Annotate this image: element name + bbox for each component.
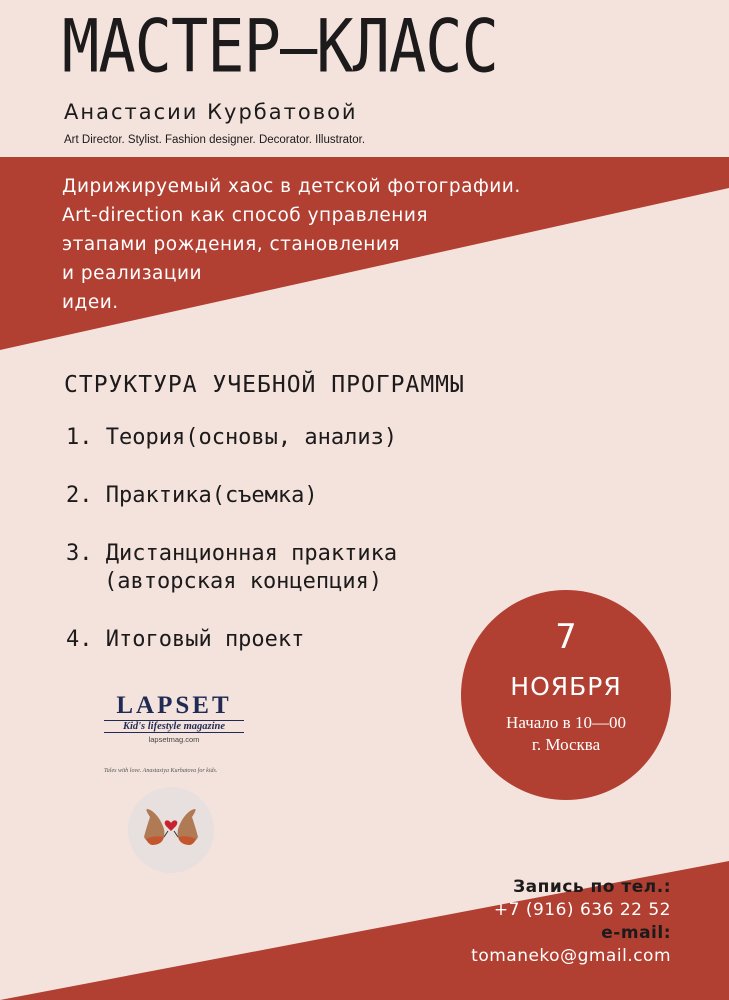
author-name: Анастасии Курбатовой — [64, 100, 358, 124]
phone-number[interactable]: +7 (916) 636 22 52 — [493, 900, 671, 920]
two-birds-heart-icon — [128, 787, 214, 873]
event-date-badge — [461, 590, 671, 800]
sponsor-tagline: Kid's lifestyle magazine — [104, 720, 244, 733]
theme-line: Art-direction как способ управления — [62, 205, 429, 226]
theme-text — [62, 172, 521, 317]
program-item — [66, 482, 397, 510]
theme-line: идеи. — [62, 292, 119, 313]
contact-block — [471, 876, 671, 968]
event-day: 7 — [555, 617, 577, 657]
program-item-text: 1. Теория(основы, анализ) — [66, 425, 398, 450]
program-item — [66, 424, 397, 452]
theme-line: Дирижируемый хаос в детской фотографии. — [62, 176, 521, 197]
theme-line: и реализации — [62, 263, 203, 284]
signature-text: Tales with love. Anastasiya Kurbatova for kids. — [104, 768, 218, 774]
program-title: СТРУКТУРА УЧЕБНОЙ ПРОГРАММЫ — [64, 372, 465, 398]
program-item-text: 3. Дистанционная практика — [66, 541, 398, 566]
program-list — [66, 424, 397, 684]
program-item — [66, 626, 397, 654]
program-item — [66, 540, 397, 596]
sponsor-site: lapsetmag.com — [148, 735, 200, 744]
program-item-text: 2. Практика(съемка) — [66, 483, 318, 508]
sponsor-logo — [104, 693, 244, 744]
phone-label: Запись по тел.: — [513, 877, 671, 897]
event-city: г. Москва — [531, 735, 601, 754]
program-item-text: 4. Итоговый проект — [66, 627, 305, 652]
event-start-time: Начало в 10—00 — [506, 713, 626, 732]
program-item-subtext: (авторская концепция) — [104, 569, 383, 594]
email-address[interactable]: tomaneko@gmail.com — [471, 946, 671, 966]
email-label: e-mail: — [601, 923, 671, 943]
author-roles: Art Director. Stylist. Fashion designer. Decorator. Illustrator. — [64, 134, 366, 146]
sponsor-brand: LAPSET — [116, 692, 232, 719]
page-title: МАСТЕР—КЛАСС — [62, 2, 498, 90]
theme-line: этапами рождения, становления — [62, 234, 401, 255]
event-month: НОЯБРЯ — [510, 672, 622, 701]
